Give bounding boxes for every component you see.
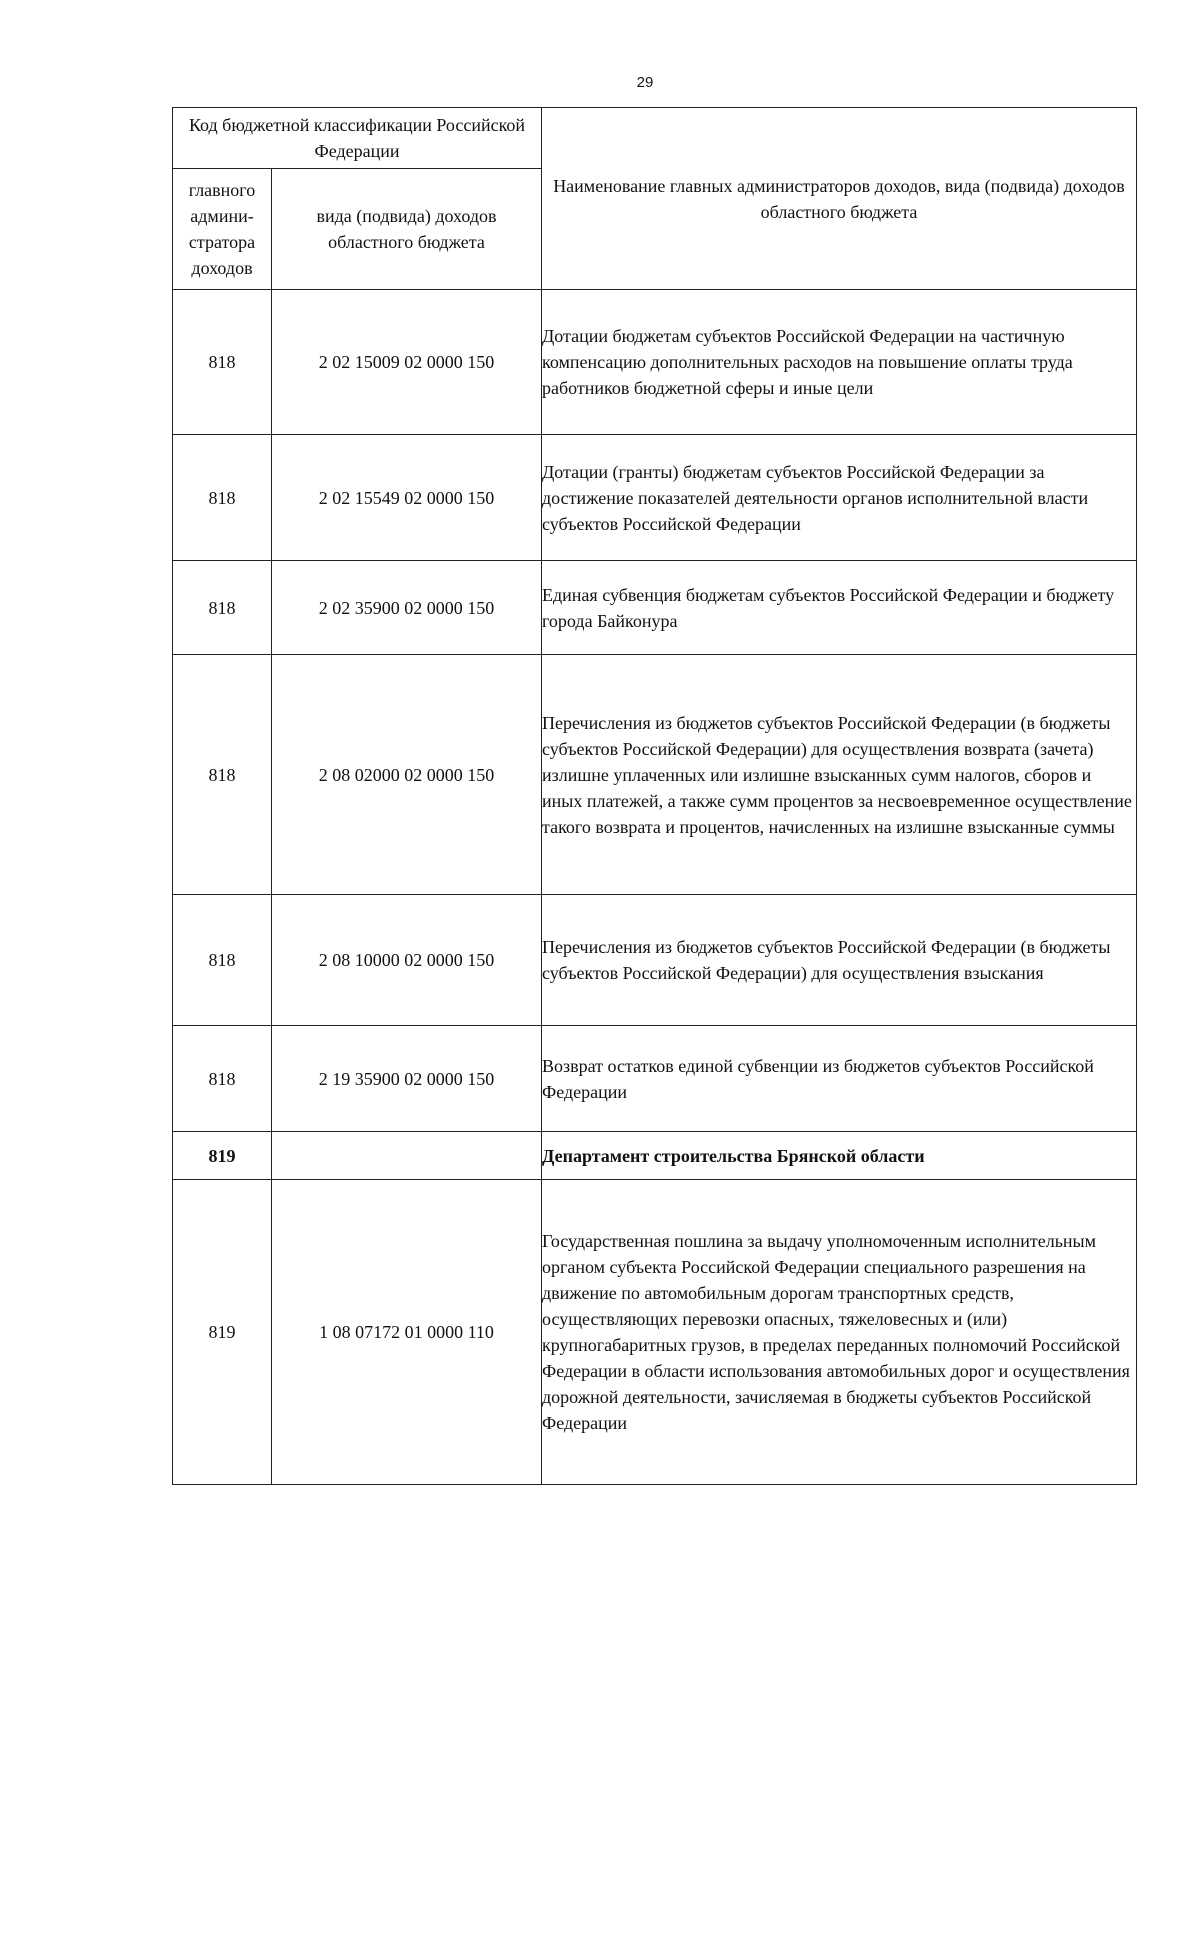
header-row-top (173, 108, 1137, 169)
table-row (173, 435, 1137, 561)
table-row (173, 290, 1137, 435)
header-group-title: Код бюджетной классификации Российской Федерации (173, 108, 542, 169)
cell-income-code: 2 08 02000 02 0000 150 (272, 655, 542, 895)
header-col-name: Наименование главных администраторов доходов, вида (подвида) доходов областного бюджета (542, 108, 1137, 290)
cell-admin-code: 818 (173, 435, 272, 561)
cell-admin-code: 819 (173, 1132, 272, 1180)
cell-name: Дотации (гранты) бюджетам субъектов Российской Федерации за достижение показателей деятельности органов исполнительной власти субъектов Российской Федерации (542, 435, 1137, 561)
cell-income-code: 1 08 07172 01 0000 110 (272, 1180, 542, 1485)
cell-income-code: 2 02 15549 02 0000 150 (272, 435, 542, 561)
cell-income-code (272, 1132, 542, 1180)
cell-income-code: 2 02 35900 02 0000 150 (272, 561, 542, 655)
table-row (173, 1180, 1137, 1485)
page-number: 29 (636, 74, 654, 91)
table-row (173, 655, 1137, 895)
header-col-code: вида (подвида) доходов областного бюджета (272, 169, 542, 290)
cell-name: Перечисления из бюджетов субъектов Российской Федерации (в бюджеты субъектов Российской Федерации) для осуществления возврата (зачета) излишне уплаченных или излишне взысканных сумм налогов, сборов и иных платежей, а также сумм процентов за несвоевременное осуществление такого возврата и процентов, начисленных на излишне взысканные суммы (542, 655, 1137, 895)
cell-admin-code: 819 (173, 1180, 272, 1485)
cell-name: Департамент строительства Брянской области (542, 1132, 1137, 1180)
cell-admin-code: 818 (173, 1026, 272, 1132)
cell-income-code: 2 02 15009 02 0000 150 (272, 290, 542, 435)
table-row (173, 895, 1137, 1026)
table-row (173, 561, 1137, 655)
cell-name: Дотации бюджетам субъектов Российской Федерации на частичную компенсацию дополнительных расходов на повышение оплаты труда работников бюджетной сферы и иные цели (542, 290, 1137, 435)
budget-classification-table (172, 107, 1137, 1485)
cell-admin-code: 818 (173, 655, 272, 895)
cell-name: Возврат остатков единой субвенции из бюджетов субъектов Российской Федерации (542, 1026, 1137, 1132)
cell-name: Государственная пошлина за выдачу уполномоченным исполнительным органом субъекта Российской Федерации специального разрешения на движение по автомобильным дорогам транспортных средств, осуществляющих перевозки опасных, тяжеловесных и (или) крупногабаритных грузов, в пределах переданных полномочий Российской Федерации в области использования автомобильных дорог и осуществления дорожной деятельности, зачисляемая в бюджеты субъектов Российской Федерации (542, 1180, 1137, 1485)
cell-admin-code: 818 (173, 895, 272, 1026)
cell-name: Перечисления из бюджетов субъектов Российской Федерации (в бюджеты субъектов Российской Федерации) для осуществления взыскания (542, 895, 1137, 1026)
cell-income-code: 2 19 35900 02 0000 150 (272, 1026, 542, 1132)
table-row (173, 1132, 1137, 1180)
header-col-admin: главного админи- стратора доходов (173, 169, 272, 290)
table-row (173, 1026, 1137, 1132)
cell-income-code: 2 08 10000 02 0000 150 (272, 895, 542, 1026)
cell-admin-code: 818 (173, 561, 272, 655)
cell-name: Единая субвенция бюджетам субъектов Российской Федерации и бюджету города Байконура (542, 561, 1137, 655)
cell-admin-code: 818 (173, 290, 272, 435)
